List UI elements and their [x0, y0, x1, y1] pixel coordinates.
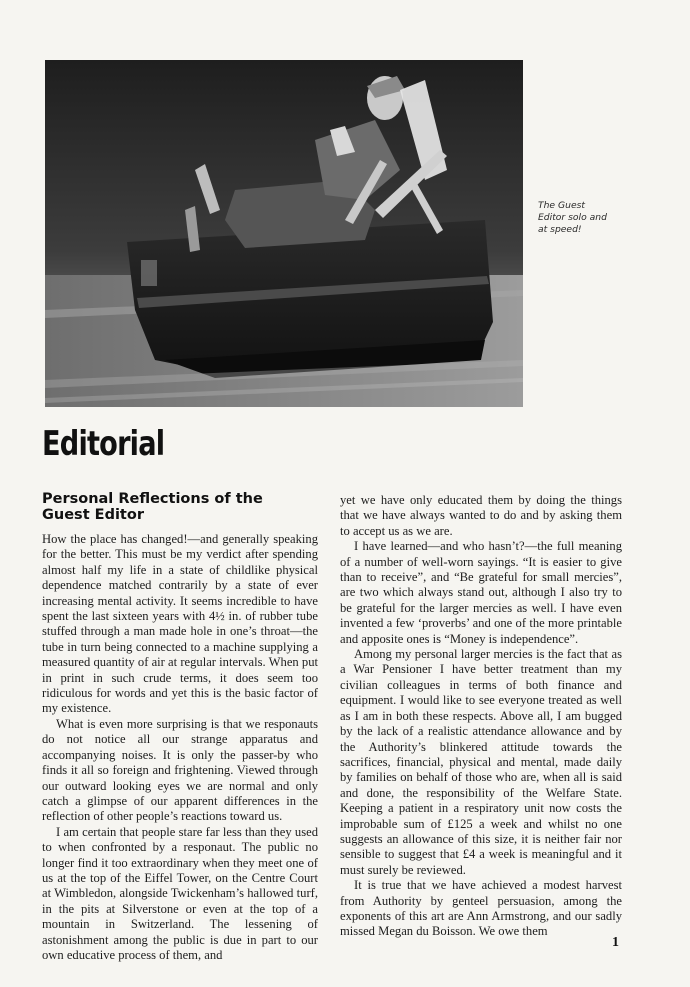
caption-line: The Guest — [538, 200, 585, 211]
paragraph: What is even more surprising is that we responauts do not notice all our strange apparatus and accompanying noises. It is only the passer-by who finds it all so foreign and frightening. Viewed through our outward looking eyes we are normal and only catch a glimpse of our apparent differences in the reflection of other people’s reactions toward us. — [42, 716, 318, 824]
page-number: 1 — [612, 935, 619, 950]
paragraph: I have learned—and who hasn’t?—the full meaning of a number of well-worn sayings. “It is easier to give than to receive”, and “Be grateful for small mercies”, are two which always stand out, although I also try to be grateful for the larger mercies as well. I have even invented a few ‘proverbs’ and one of the more printable and apposite ones is “Money is independence”. — [340, 539, 622, 646]
article-column-left — [42, 532, 318, 963]
caption-line: at speed! — [538, 224, 582, 235]
paragraph: yet we have only educated them by doing the things that we have always wanted to do and by asking them to accept us as we are. — [340, 493, 622, 538]
page-title: Editorial — [42, 424, 165, 464]
paragraph: I am certain that people stare far less than they used to when confronted by a responaut. The public no longer find it too extraordinary when they meet one of us at the top of the Eiffel Tower, on the Centre Court at Wimbledon, alongside Twickenham’s hallowed turf, in the pits at Silverstone or even at the top of a mountain in Switzerland. The lessening of astonishment among the public is due in part to our own educative process of them, and — [42, 824, 318, 962]
editor-photo — [45, 60, 523, 407]
article-column-right — [340, 493, 622, 940]
caption-line: Editor solo and — [538, 212, 607, 223]
photo-caption — [538, 200, 658, 236]
editor-photo-drawing — [45, 60, 523, 407]
paragraph: It is true that we have achieved a modest harvest from Authority by genteel persuasion, among the exponents of this art are Ann Armstrong, and our sadly missed Megan du Boisson. We owe them — [340, 878, 622, 939]
article-subtitle: Personal Reflections of the Guest Editor — [42, 491, 263, 523]
paragraph: Among my personal larger mercies is the fact that as a War Pensioner I have better treatment than my civilian colleagues in terms of both finance and equipment. I would like to see everyone treated as well as I am in both these respects. Above all, I am bugged by the lack of a realistic attendance allowance and by the Authority’s blinkered attitude towards the sacrifices, financial, physical and mental, made daily by families on behalf of those who are, when all is said and done, the responsibility of the Welfare State. Keeping a patient in a respiratory unit now costs the improbable sum of £125 a week and whilst no one suggests an allowance of this size, it is neither fair nor sensible to suggest that £4 a week is meaningful and it must surely be reviewed. — [340, 647, 622, 877]
paragraph: How the place has changed!—and generally speaking for the better. This must be my verdict after spending almost half my life in a state of childlike physical dependence matched contrarily by a state of ever increasing mental activity. It seems incredible to have spent the last sixteen years with 4½ in. of rubber tube stuffed through a man made hole in one’s throat—the tube in turn being connected to a machine supplying a measured quantity of air at regular intervals. When put in print in such crude terms, it does seem too ridiculous for words and yet this is the basic factor of my existence. — [42, 532, 318, 716]
